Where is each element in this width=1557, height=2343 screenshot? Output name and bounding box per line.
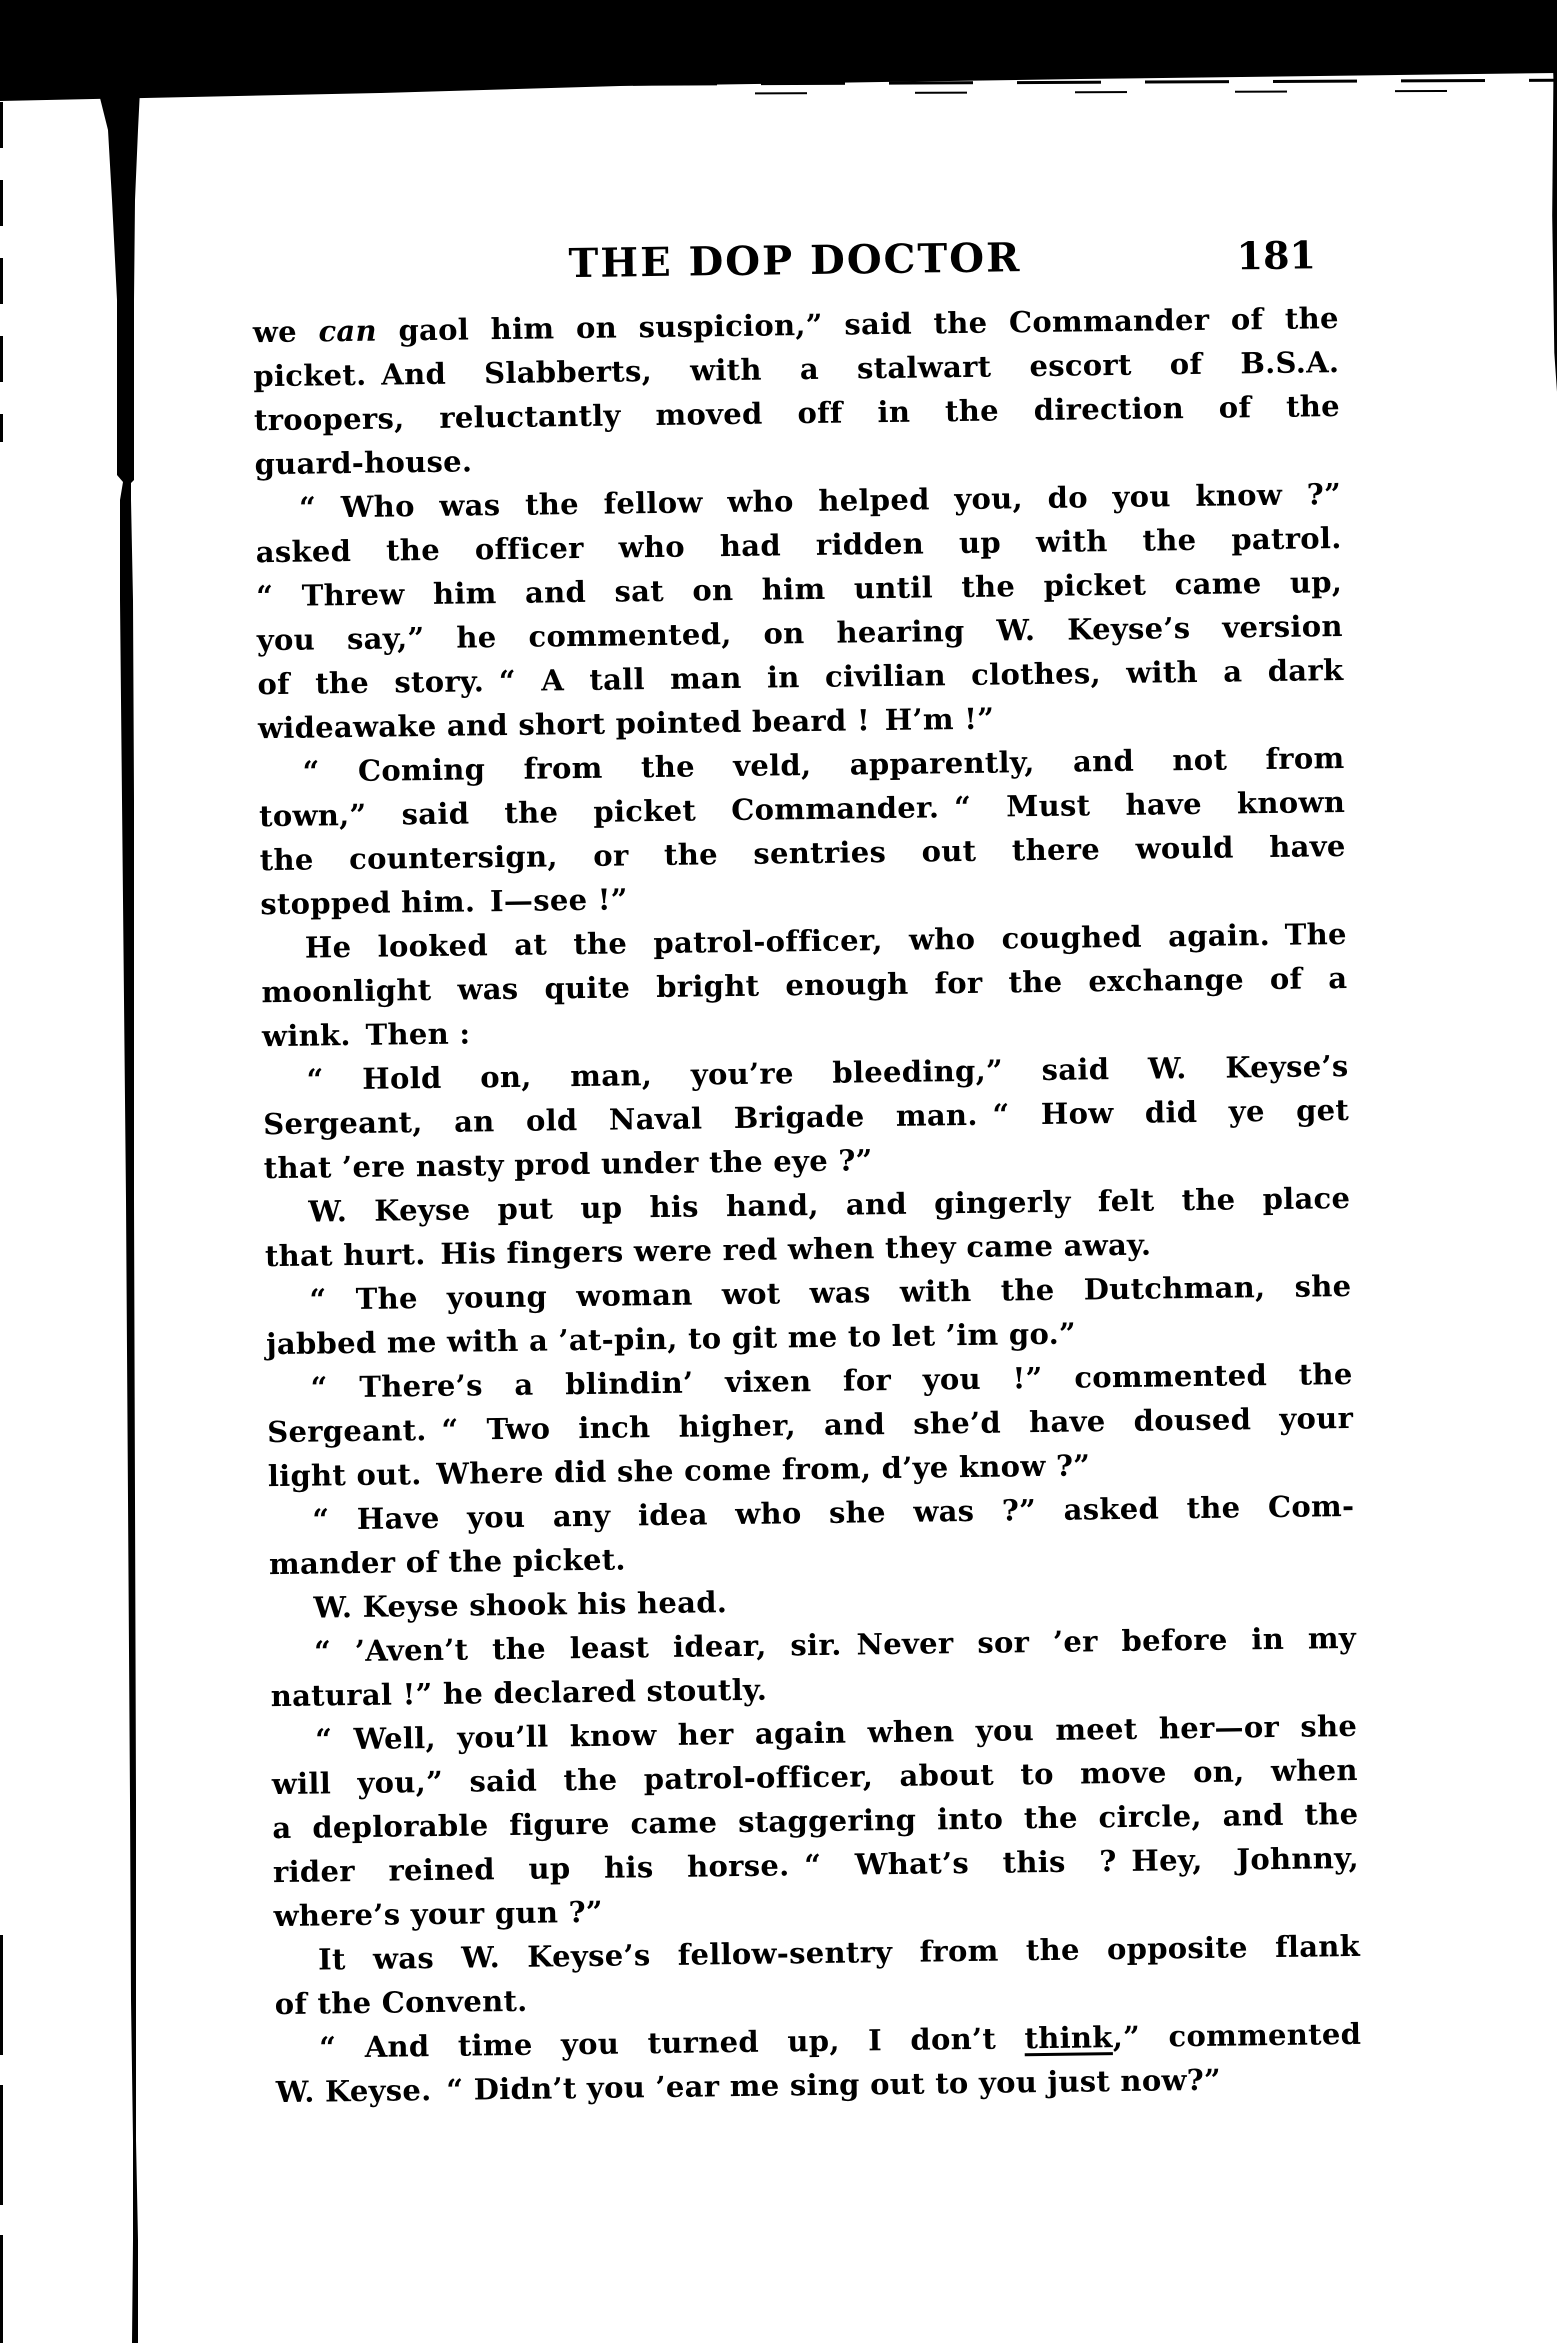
text-line: “ Well, you’ll know her again when you meet her—or she — [315, 1708, 1358, 1757]
text-line: the countersign, or the sentries out there would have — [259, 828, 1346, 878]
text-line: “ And time you turned up, I don’t think,” commented — [319, 2016, 1362, 2065]
scan-top-black-band — [0, 0, 1557, 102]
text-line: mander of the picket. — [268, 1542, 627, 1582]
scan-left-edge-mark — [0, 102, 3, 442]
text-line: W. Keyse. “ Didn’t you ’ear me sing out to you just now?” — [275, 2062, 1222, 2110]
text-line: “ The young woman wot was with the Dutchman, she — [309, 1268, 1352, 1317]
text-line: wideawake and short pointed beard ! H’m !” — [257, 701, 995, 746]
text-line: asked the officer who had ridden up with the patrol. — [255, 521, 1342, 570]
text-line: “ Have you any idea who she was ?” asked the Com- — [312, 1488, 1355, 1537]
text-line: Sergeant, an old Naval Brigade man. “ How did ye get — [262, 1092, 1350, 1142]
book-gutter-shadow — [95, 90, 155, 2343]
text-line: you say,” he commented, on hearing W. Keyse’s version — [256, 609, 1344, 658]
text-line: He looked at the patrol-officer, who coughed again. The — [304, 916, 1348, 965]
text-line: “ Threw him and sat on him until the picket came up, — [256, 565, 1343, 614]
text-line: “ Who was the fellow who helped you, do you know ?” — [298, 477, 1342, 525]
text-line: jabbed me with a ’at-pin, to git me to let ’im go.” — [265, 1316, 1077, 1362]
text-line: natural !” he declared stoutly. — [270, 1672, 768, 1714]
scan-left-edge-mark — [0, 1935, 3, 2343]
text-line: “ There’s a blindin’ vixen for you !” commented the — [310, 1356, 1353, 1405]
text-line: wink. Then : — [261, 1016, 471, 1054]
text-line: that hurt. His fingers were red when they came away. — [264, 1227, 1152, 1274]
page-content — [252, 224, 1362, 2114]
text-line: troopers, reluctantly moved off in the direction of the — [253, 389, 1341, 438]
text-line: a deplorable figure came staggering into the circle, and the — [272, 1796, 1359, 1846]
text-line: W. Keyse put up his hand, and gingerly felt the place — [308, 1180, 1351, 1229]
body-text — [253, 296, 1363, 2114]
text-line: where’s your gun ?” — [273, 1894, 604, 1934]
text-line: “ Coming from the veld, apparently, and not from — [302, 741, 1345, 789]
text-line: stopped him. I—see !” — [260, 882, 628, 922]
page-title: THE DOP DOCTOR — [568, 234, 1022, 288]
text-line: It was W. Keyse’s fellow-sentry from the opposite flank — [317, 1928, 1361, 1977]
text-line: W. Keyse shook his head. — [313, 1585, 728, 1625]
text-line: town,” said the picket Commander. “ Must have known — [258, 785, 1346, 834]
page-edge-line — [755, 90, 1557, 95]
text-line: Sergeant. “ Two inch higher, and she’d have doused your — [267, 1400, 1354, 1450]
text-line: “ ’Aven’t the least idear, sir. Never sor ’er before in my — [313, 1620, 1357, 1669]
text-line: light out. Where did she come from, d’ye know ?” — [267, 1448, 1091, 1494]
text-line: rider reined up his horse. “ What’s this ? Hey, Johnny, — [272, 1840, 1360, 1890]
text-line: guard-house. — [254, 444, 473, 482]
text-line: will you,” said the patrol-officer, about to move on, when — [271, 1752, 1358, 1802]
text-line: moonlight was quite bright enough for the exchange of a — [261, 960, 1348, 1010]
text-line: “ Hold on, man, you’re bleeding,” said W. Keyse’s — [306, 1048, 1349, 1097]
text-line: picket. And Slabberts, with a stalwart escort of B.S.A. — [253, 345, 1340, 394]
text-line: that ’ere nasty prod under the eye ?” — [263, 1143, 873, 1186]
running-header — [252, 224, 1339, 310]
text-line: of the Convent. — [274, 1983, 528, 2022]
text-line: we can gaol him on suspicion,” said the Commander of the — [252, 301, 1339, 350]
page-number: 181 — [1236, 232, 1317, 279]
text-line: of the story. “ A tall man in civilian clothes, with a dark — [257, 653, 1344, 702]
